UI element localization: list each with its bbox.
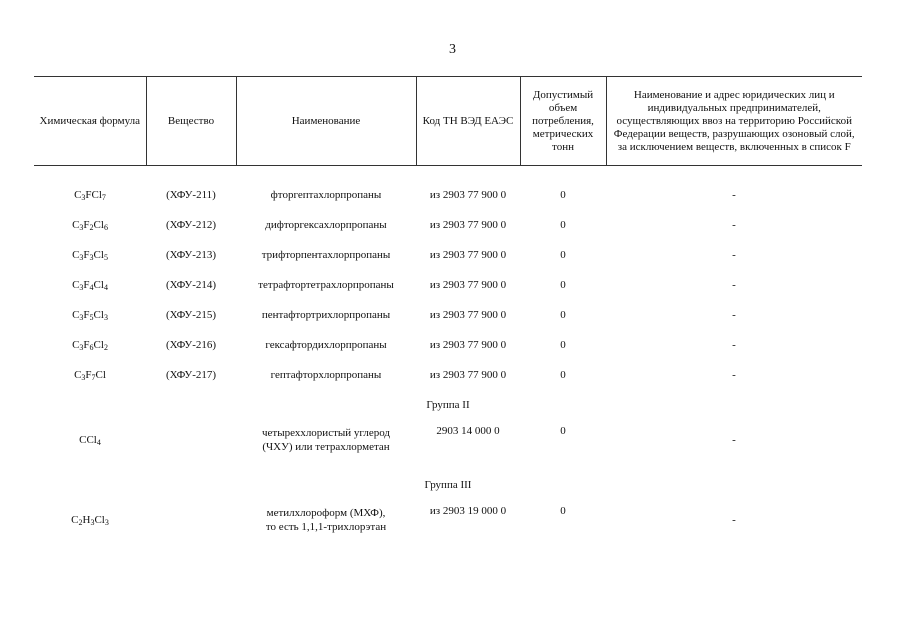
group-heading-row — [34, 390, 862, 420]
tn-ved-code: из 2903 19 000 0 — [429, 505, 507, 517]
tn-ved-code: 2903 14 000 0 — [436, 425, 500, 437]
allowed-volume: 0 — [560, 279, 566, 291]
table-row — [34, 270, 862, 300]
header-substance: Вещество — [146, 77, 236, 166]
header-name: Наименование — [236, 77, 416, 166]
substance-name: трифторпентахлорпропаны — [261, 249, 391, 261]
table-row — [34, 210, 862, 240]
ozone-substances-table — [34, 76, 862, 540]
table-row — [34, 420, 862, 460]
substance-code — [146, 500, 236, 540]
group-heading-row — [34, 460, 862, 500]
tn-ved-code: из 2903 77 900 0 — [429, 279, 507, 291]
group-heading: Группа III — [424, 479, 472, 491]
substance-name — [236, 500, 416, 540]
chemical-formula: $C_3F_6Cl_2$ — [72, 339, 108, 352]
substance-name: дифторгексахлорпропаны — [265, 219, 387, 231]
substance-name-line: то есть 1,1,1-трихлорэтан — [265, 521, 387, 533]
allowed-volume: 0 — [560, 425, 566, 437]
substance-code: (ХФУ-215) — [165, 309, 217, 321]
tn-ved-code: из 2903 77 900 0 — [429, 219, 507, 231]
table-row — [34, 240, 862, 270]
page-number: 3 — [449, 42, 456, 57]
substance-name: фторгептахлорпропаны — [270, 189, 382, 201]
chemical-formula: CCl$_4$ — [79, 434, 101, 447]
substance-name-line: метилхлороформ (МХФ), — [266, 507, 386, 519]
header-formula: Химическая формула — [34, 77, 146, 166]
substance-code: (ХФУ-212) — [165, 219, 217, 231]
chemical-formula: $C_3FCl_7$ — [74, 189, 106, 202]
entities-value: - — [732, 369, 736, 381]
tn-ved-code: из 2903 77 900 0 — [429, 249, 507, 261]
chemical-formula: $C_3F_7Cl$ — [74, 369, 106, 382]
entities-value: - — [732, 249, 736, 261]
substance-name-line: (ЧХУ) или тетрахлорметан — [262, 441, 390, 453]
table-row — [34, 500, 862, 540]
chemical-formula: $C_3F_2Cl_6$ — [72, 219, 108, 232]
entities-value: - — [732, 219, 736, 231]
substance-name: гептафторхлорпропаны — [270, 369, 382, 381]
chemical-formula: $C_3F_3Cl_5$ — [72, 249, 108, 262]
substance-name-line: четыреххлористый углерод — [261, 427, 391, 439]
allowed-volume: 0 — [560, 309, 566, 321]
substance-code — [146, 420, 236, 460]
table-row — [34, 166, 862, 211]
table-row — [34, 330, 862, 360]
tn-ved-code: из 2903 77 900 0 — [429, 339, 507, 351]
allowed-volume: 0 — [560, 339, 566, 351]
group-heading: Группа II — [426, 399, 470, 411]
table-row — [34, 300, 862, 330]
entities-value: - — [732, 189, 736, 201]
substance-code: (ХФУ-216) — [165, 339, 217, 351]
header-entities: Наименование и адрес юридических лиц и индивидуальных предпринимателей, осуществляющих ввоз на территорию Российской Федерации веществ, разрушающих озоновый слой, за исключением веществ, включенных в список F — [606, 77, 862, 166]
entities-value: - — [732, 279, 736, 291]
substance-code: (ХФУ-217) — [165, 369, 217, 381]
allowed-volume: 0 — [560, 505, 566, 517]
substance-name — [236, 420, 416, 460]
substance-name: гексафтордихлорпропаны — [265, 339, 387, 351]
entities-value: - — [732, 514, 736, 526]
substance-code: (ХФУ-214) — [165, 279, 217, 291]
allowed-volume: 0 — [560, 369, 566, 381]
chemical-formula: $C_2H_3Cl_3$ — [71, 514, 109, 527]
chemical-formula: $C_3F_4Cl_4$ — [72, 279, 108, 292]
header-code: Код ТН ВЭД ЕАЭС — [416, 77, 520, 166]
tn-ved-code: из 2903 77 900 0 — [429, 309, 507, 321]
allowed-volume: 0 — [560, 219, 566, 231]
allowed-volume: 0 — [560, 189, 566, 201]
substance-code: (ХФУ-213) — [165, 249, 217, 261]
chemical-formula: $C_3F_5Cl_3$ — [72, 309, 108, 322]
substance-code: (ХФУ-211) — [166, 189, 216, 201]
entities-value: - — [732, 309, 736, 321]
header-volume: Допустимый объем потребления, метрических тонн — [520, 77, 606, 166]
table-row — [34, 360, 862, 390]
substance-name: тетрафтортетрахлорпропаны — [258, 279, 394, 291]
allowed-volume: 0 — [560, 249, 566, 261]
table-header-row — [34, 77, 862, 166]
substance-name: пентафтортрихлорпропаны — [261, 309, 391, 321]
tn-ved-code: из 2903 77 900 0 — [429, 369, 507, 381]
tn-ved-code: из 2903 77 900 0 — [429, 189, 507, 201]
entities-value: - — [732, 434, 736, 446]
entities-value: - — [732, 339, 736, 351]
